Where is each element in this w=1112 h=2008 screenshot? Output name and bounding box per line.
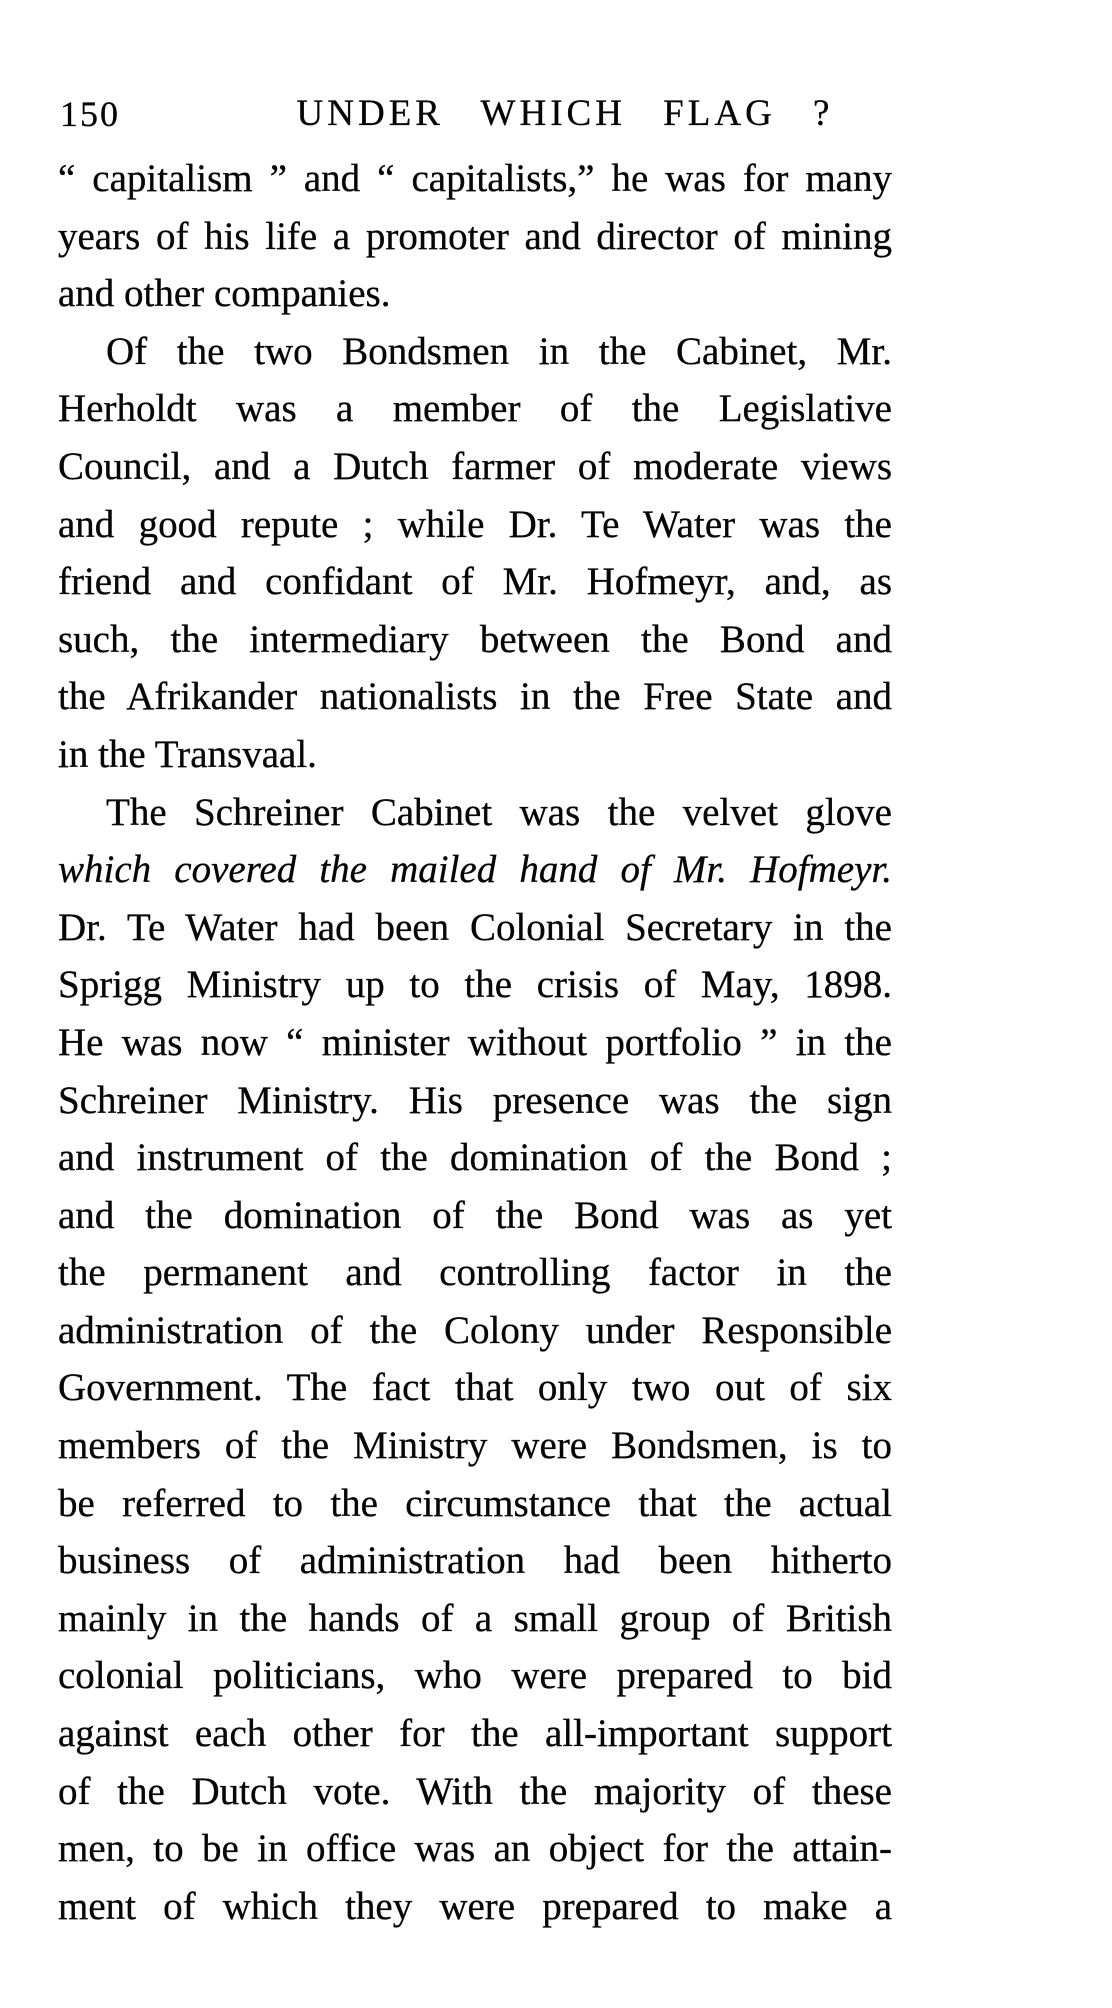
paragraph: [58, 150, 892, 323]
text-line: administration of the Colony under Responsible: [58, 1308, 892, 1352]
text-line: the permanent and controlling factor in the: [58, 1251, 892, 1295]
text-line: Herholdt was a member of the Legislative: [58, 387, 892, 431]
text-line: Government. The fact that only two out of six: [58, 1366, 892, 1410]
text-line: men, to be in office was an object for the attain-: [58, 1827, 892, 1871]
text-line: against each other for the all-important support: [58, 1712, 892, 1756]
text-line: Of the two Bondsmen in the Cabinet, Mr.: [106, 329, 892, 373]
running-header: [58, 90, 892, 138]
text-line: He was now “ minister without portfolio ” in the: [58, 1020, 892, 1064]
text-line: friend and confidant of Mr. Hofmeyr, and, as: [58, 560, 892, 604]
text-line: in the Transvaal.: [58, 732, 317, 776]
text-line: and instrument of the domination of the Bond ;: [58, 1136, 892, 1180]
text-line: Dr. Te Water had been Colonial Secretary in the: [58, 905, 892, 949]
text-line: such, the intermediary between the Bond and: [58, 617, 892, 661]
text-line: The Schreiner Cabinet was the velvet glove: [106, 790, 892, 834]
text-line: and good repute ; while Dr. Te Water was the: [58, 502, 892, 546]
text-line: ment of which they were prepared to make a: [58, 1884, 892, 1928]
page-number: 150: [60, 94, 120, 134]
text-line: Sprigg Ministry up to the crisis of May, 1898.: [58, 963, 892, 1007]
text-line: be referred to the circumstance that the actual: [58, 1481, 892, 1525]
text-line: which covered the mailed hand of Mr. Hofmeyr.: [58, 848, 892, 892]
text-line: Council, and a Dutch farmer of moderate views: [58, 444, 892, 488]
text-line: Schreiner Ministry. His presence was the sign: [58, 1078, 892, 1122]
text-line: “ capitalism ” and “ capitalists,” he was for many: [58, 157, 892, 200]
text-line: and other companies.: [58, 272, 391, 316]
text-line: business of administration had been hitherto: [58, 1539, 892, 1583]
page-body: [58, 150, 892, 1935]
text-line: mainly in the hands of a small group of British: [58, 1596, 892, 1640]
text-line: members of the Ministry were Bondsmen, is to: [58, 1424, 892, 1468]
text-line: the Afrikander nationalists in the Free State and: [58, 675, 892, 719]
text-line: of the Dutch vote. With the majority of these: [58, 1769, 892, 1813]
text-line: years of his life a promoter and director of mining: [58, 214, 892, 258]
text-line: and the domination of the Bond was as yet: [58, 1193, 892, 1237]
text-line: colonial politicians, who were prepared to bid: [58, 1654, 892, 1698]
running-title: UNDER WHICH FLAG ?: [296, 93, 834, 134]
paragraph: [58, 784, 892, 1936]
paragraph: [58, 323, 892, 784]
